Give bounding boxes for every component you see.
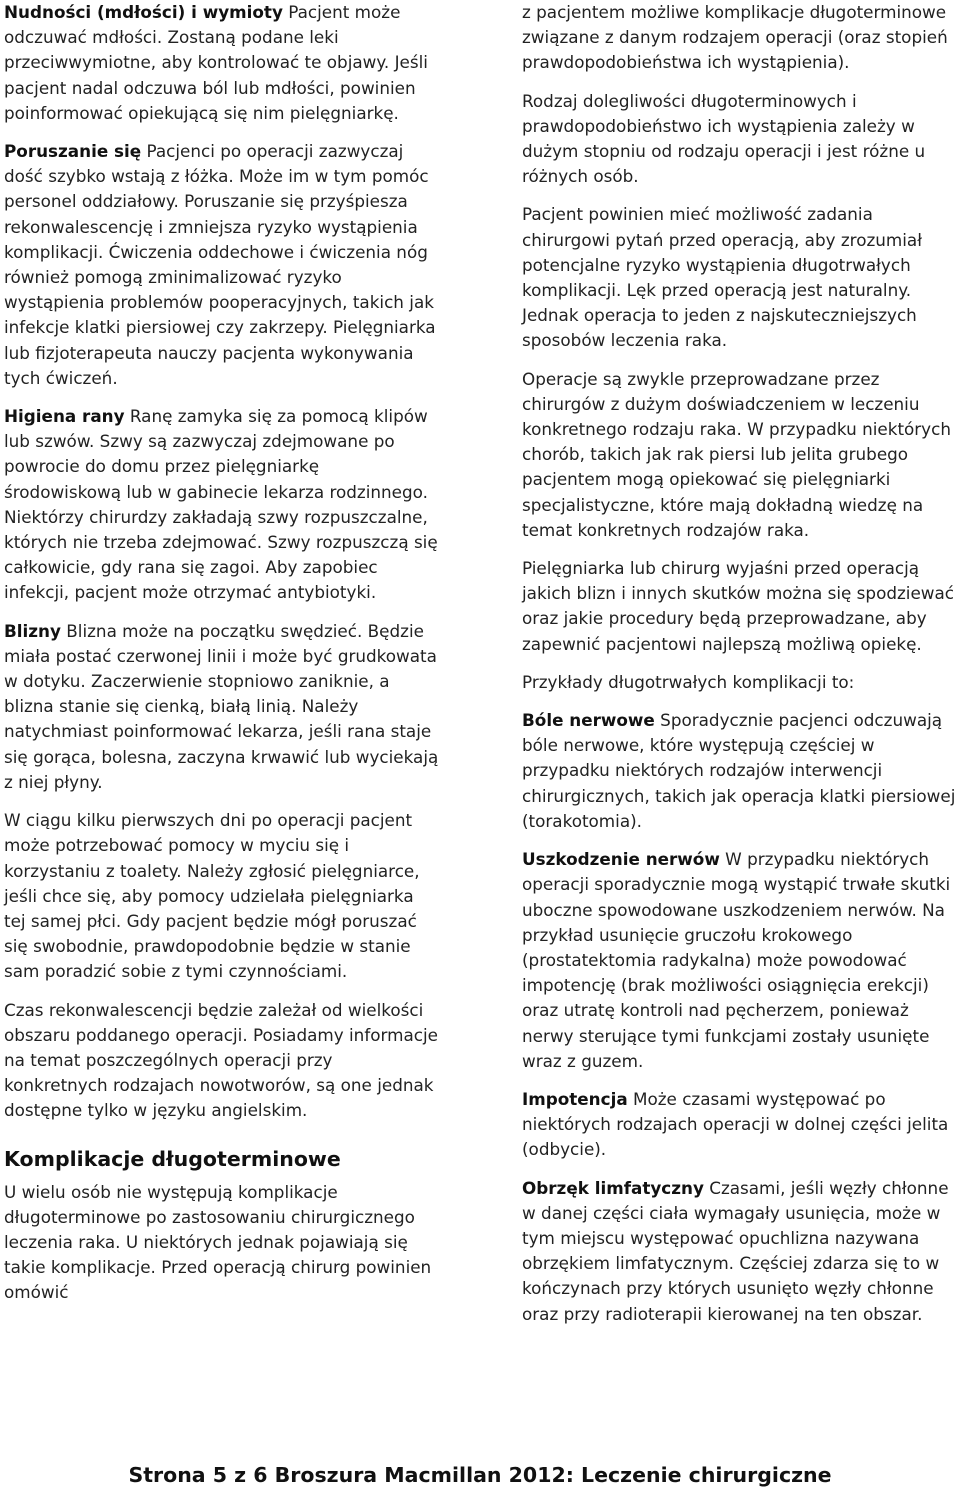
paragraph-wound-care	[4, 404, 440, 606]
paragraph-text: W przypadku niektórych operacji sporadycznie mogą wystąpić trwałe skutki uboczne spowodowane uszkodzeniem nerwów. Na przykład usunięcie gruczołu krokowego (prostatektomia radykalna) może powodować impotencję (brak możliwości osiągnięcia erekcji) oraz utratę kontroli nad pęcherzem, ponieważ nerwy sterujące tymi funkcjami zostały usunięte wraz z guzem.	[522, 849, 951, 1071]
paragraph-discuss-complications: z pacjentem możliwe komplikacje długoterminowe związane z danym rodzajem operacji (oraz stopień prawdopodobieństwa ich wystąpienia).	[522, 2, 948, 73]
paragraph-title: Impotencja	[522, 1088, 628, 1109]
paragraph-recovery-time: Czas rekonwalescencji będzie zależał od wielkości obszaru poddanego operacji. Posiadamy informacje na temat poszczególnych operacji przy konkretnych rodzajach nowotworów, są one jednak dostępne tylko w języku angielskim.	[4, 999, 438, 1121]
paragraph-complication-types: Rodzaj dolegliwości długoterminowych i prawdopodobieństwo ich wystąpienia zależy w dużym stopniu od rodzaju operacji i jest różne u różnych osób.	[522, 90, 926, 187]
paragraph-text: Sporadycznie pacjenci odczuwają bóle nerwowe, które występują częściej w przypadku niektórych rodzajów interwencji chirurgicznych, takich jak operacja klatki piersiowej (torakotomia).	[522, 710, 956, 831]
paragraph-title: Nudności (mdłości) i wymioty	[4, 2, 283, 22]
right-column	[522, 0, 960, 1340]
paragraph-title: Poruszanie się	[4, 141, 142, 162]
paragraph-ask-questions: Pacjent powinien mieć możliwość zadania chirurgowi pytań przed operacją, aby zrozumiał potencjalne ryzyko wystąpienia długotrwałych komplikacji. Lęk przed operacją jest naturalny. Jednak operacja to jeden z najskuteczniejszych sposobów leczenia raka.	[522, 204, 922, 351]
paragraph-text: Ranę zamyka się za pomocą klipów lub szwów. Szwy są zazwyczaj zdejmowane po powrocie do domu przez pielęgniarkę środowiskową lub w gabinecie lekarza rodzinnego. Niektórzy chirurdzy zakładają szwy rozpuszczalne, których nie trzeba zdejmować. Szwy rozpuszczą się całkowicie, gdy rana się zagoi. Aby zapobiec infekcji, pacjent może otrzymać antybiotyki.	[4, 406, 438, 603]
paragraph-title: Blizny	[4, 620, 61, 641]
section-heading: Komplikacje długoterminowe	[4, 1146, 341, 1171]
paragraph-title: Obrzęk limfatyczny	[522, 1177, 704, 1198]
paragraph-examples-intro: Przykłady długotrwałych komplikacji to:	[522, 671, 855, 692]
paragraph-impotence	[522, 1087, 960, 1163]
paragraph-long-term-intro: U wielu osób nie występują komplikacje długoterminowe po zastosowaniu chirurgicznego leczenia raka. U niektórych jednak pojawiają się takie komplikacje. Przed operacją chirurg powinien omówić	[4, 1181, 432, 1303]
paragraph-lymphedema	[522, 1176, 960, 1327]
paragraph-explain-procedure: Pielęgniarka lub chirurg wyjaśni przed operacją jakich blizn i innych skutków można się spodziewać oraz jakie procedury będą przeprowadzane, aby zapewnić pacjentowi najlepszą możliwą opiekę.	[522, 558, 955, 654]
paragraph-text: Pacjenci po operacji zazwyczaj dość szybko wstają z łóżka. Może im w tym pomóc personel oddziałowy. Poruszanie się przyśpiesza rekonwalescencję i zmniejsza ryzyko wystąpienia komplikacji. Ćwiczenia oddechowe i ćwiczenia nóg również pomogą zminimalizować ryzyko wystąpienia problemów pooperacyjnych, takich jak infekcje klatki piersiowej czy zakrzepy. Pielęgniarka lub fizjoterapeuta nauczy pacjenta wykonywania tych ćwiczeń.	[4, 141, 436, 388]
paragraph-title: Higiena rany	[4, 406, 125, 427]
paragraph-nausea	[4, 0, 440, 126]
paragraph-text: Blizna może na początku swędzieć. Będzie miała postać czerwonej linii i może być grudkowata w dotyku. Zaczerwienie stopniowo zaniknie, a blizna stanie się cienką, białą linią. Należy natychmiast poinformować lekarza, jeśli rana staje się gorąca, bolesna, zaczyna krwawić lub wyciekają z niej płyny.	[4, 620, 439, 792]
paragraph-nerve-pain	[522, 708, 960, 834]
paragraph-text: Może czasami występować po niektórych rodzajach operacji w dolnej części jelita (odbycie).	[522, 1088, 949, 1160]
paragraph-title: Uszkodzenie nerwów	[522, 849, 720, 870]
paragraph-surgeons: Operacje są zwykle przeprowadzane przez chirurgów z dużym doświadczeniem w leczeniu konkretnego rodzaju raka. W przypadku niektórych chorób, takich jak rak piersi lub jelita grubego pacjentem mogą opiekować się pielęgniarki specjalistyczne, które mają dokładną wiedzę na temat konkretnych rodzajów raka.	[522, 368, 951, 540]
paragraph-nerve-damage	[522, 847, 960, 1074]
paragraph-mobility	[4, 139, 440, 391]
page-footer: Strona 5 z 6 Broszura Macmillan 2012: Leczenie chirurgiczne	[128, 1463, 832, 1487]
paragraph-hygiene-help: W ciągu kilku pierwszych dni po operacji pacjent może potrzebować pomocy w myciu się i korzystaniu z toalety. Należy zgłosić pielęgniarce, jeśli chce się, aby pomocy udzielała pielęgniarka tej samej płci. Gdy pacjent będzie mógł poruszać się swobodnie, prawdopodobnie będzie w stanie sam poradzić sobie z tymi czynnościami.	[4, 810, 420, 982]
paragraph-scars	[4, 619, 440, 795]
left-column	[4, 0, 440, 1319]
paragraph-title: Bóle nerwowe	[522, 710, 655, 731]
paragraph-text: Pacjent może odczuwać mdłości. Zostaną podane leki przeciwwymiotne, aby kontrolować te objawy. Jeśli pacjent nadal odczuwa ból lub mdłości, powinien poinformować opiekującą się nim pielęgniarkę.	[4, 2, 428, 123]
paragraph-text: Czasami, jeśli węzły chłonne w danej części ciała wymagały usunięcia, może w tym miejscu występować opuchlizna nazywana obrzękiem limfatycznym. Częściej zdarza się to w kończynach przy których usunięto węzły chłonne oraz przy radioterapii kierowanej na ten obszar.	[522, 1177, 949, 1324]
